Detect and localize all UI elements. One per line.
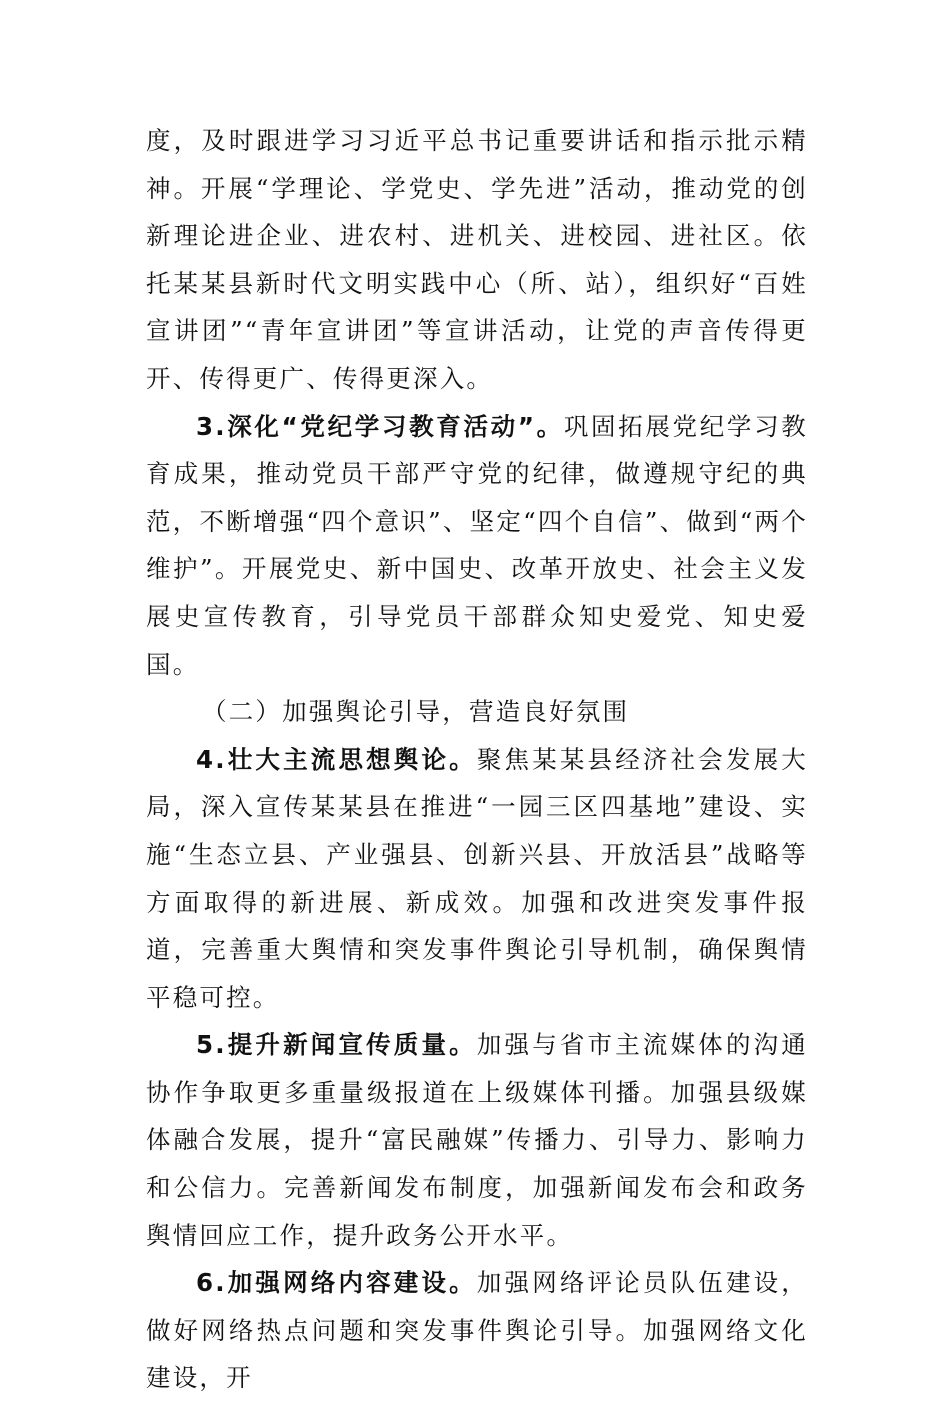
item-5-heading: 5.提升新闻宣传质量。 <box>196 1030 477 1060</box>
paragraph-item-5 <box>146 1021 808 1259</box>
item-6-heading: 6.加强网络内容建设。 <box>196 1268 477 1298</box>
item-5-body: 加强与省市主流媒体的沟通协作争取更多重量级报道在上级媒体刊播。加强县级媒体融合发展，提升“富民融媒”传播力、引导力、影响力和公信力。完善新闻发布制度，加强新闻发布会和政务舆情回应工作，提升政务公开水平。 <box>146 1030 808 1250</box>
paragraph-item-6 <box>146 1259 808 1402</box>
item-4-body: 聚焦某某县经济社会发展大局，深入宣传某某县在推进“一园三区四基地”建设、实施“生态立县、产业强县、创新兴县、开放活县”战略等方面取得的新进展、新成效。加强和改进突发事件报道，完善重大舆情和突发事件舆论引导机制，确保舆情平稳可控。 <box>146 744 808 1012</box>
paragraph-item-3 <box>146 403 808 689</box>
document-body <box>146 117 808 1402</box>
paragraph-item-4 <box>146 736 808 1022</box>
item-4-heading: 4.壮大主流思想舆论。 <box>196 744 477 774</box>
item-3-body: 巩固拓展党纪学习教育成果，推动党员干部严守党的纪律，做遵规守纪的典范，不断增强“四个意识”、坚定“四个自信”、做到“两个维护”。开展党史、新中国史、改革开放史、社会主义发展史宣传教育，引导党员干部群众知史爱党、知史爱国。 <box>146 411 808 679</box>
paragraph-continuation: 度，及时跟进学习习近平总书记重要讲话和指示批示精神。开展“学理论、学党史、学先进”活动，推动党的创新理论进企业、进农村、进机关、进校园、进社区。依托某某县新时代文明实践中心（所、站），组织好“百姓宣讲团”“青年宣讲团”等宣讲活动，让党的声音传得更开、传得更广、传得更深入。 <box>146 126 808 393</box>
item-3-heading: 3.深化“党纪学习教育活动”。 <box>196 411 564 441</box>
item-6-body: 加强网络评论员队伍建设，做好网络热点问题和突发事件舆论引导。加强网络文化建设，开 <box>146 1268 808 1393</box>
section-heading-2: （二）加强舆论引导，营造良好氛围 <box>202 697 630 727</box>
